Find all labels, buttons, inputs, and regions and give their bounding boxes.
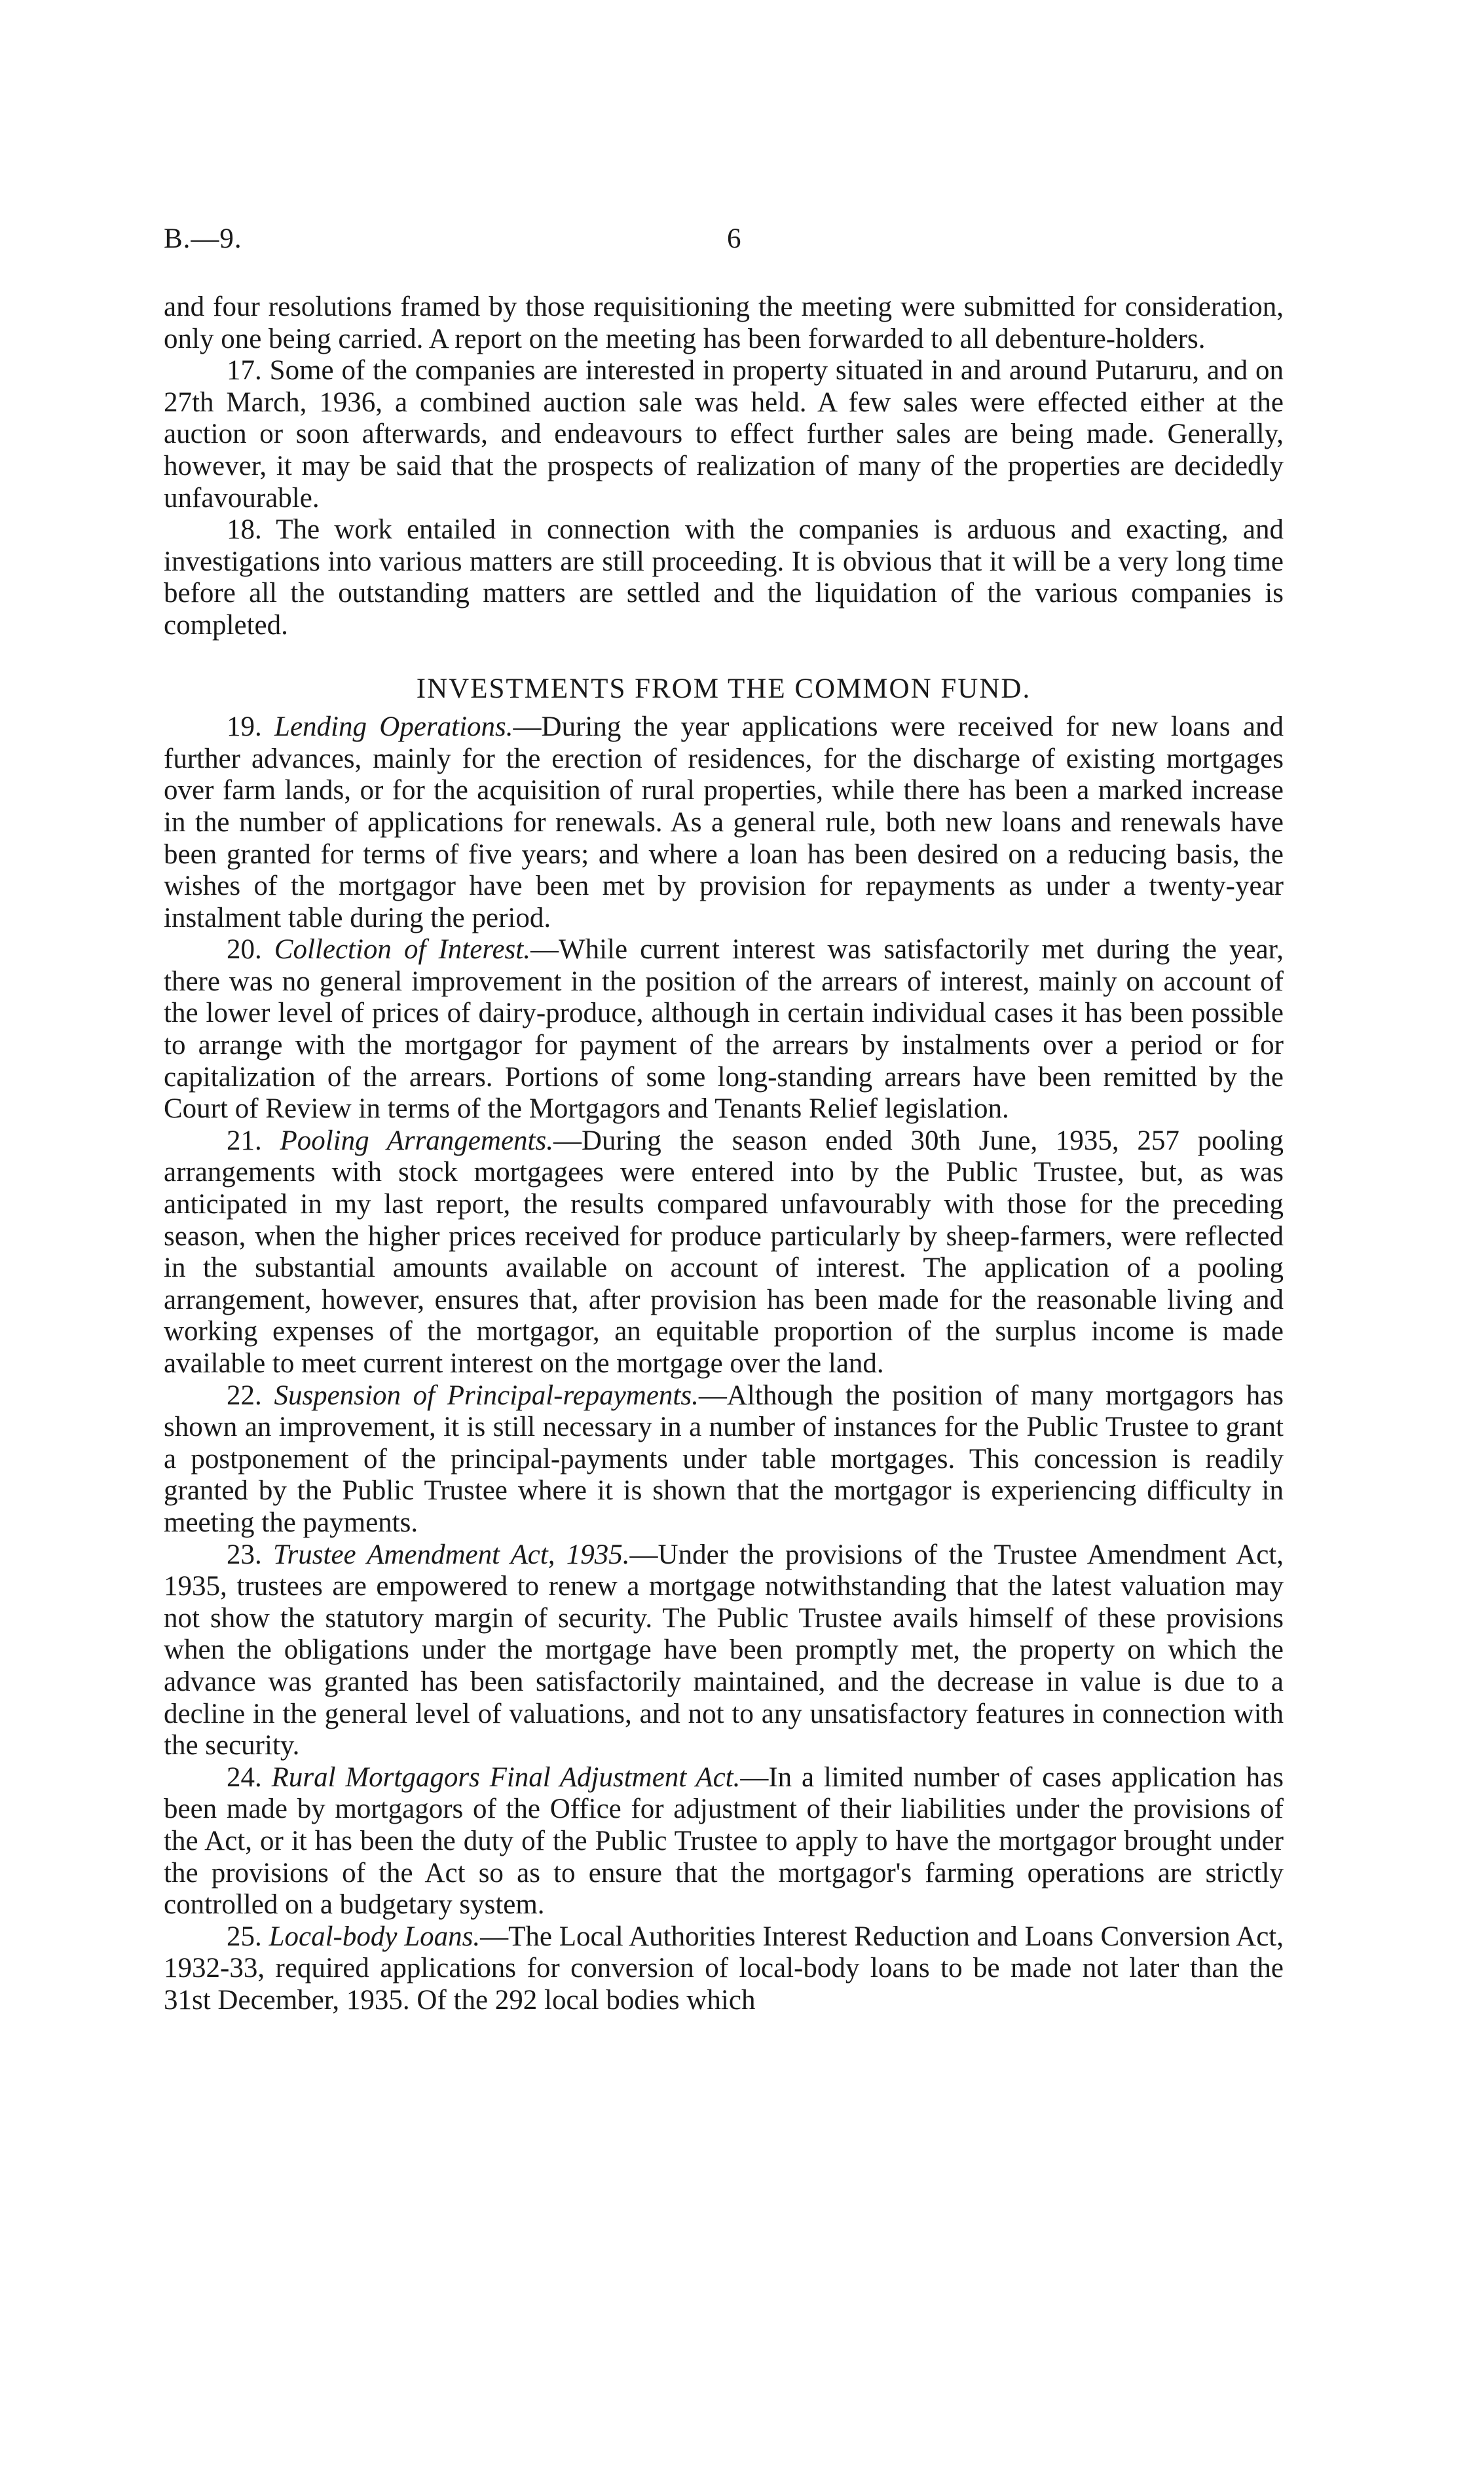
item-number: 19. <box>227 711 262 743</box>
paragraph-continued: and four resolutions framed by those requisitioning the meeting were submitted for consideration, only one being carried. A report on the meeting has been forwarded to all debenture-holders. <box>164 291 1284 354</box>
item-text: —During the season ended 30th June, 1935, 257 pooling arrangements with stock mortgagees were entered into by the Public Trustee, but, as was anticipated in my last report, the results compared unfavourably with those for the preceding season, when the higher prices received for produce particularly by sheep-farmers, were reflected in the substantial amounts available on account of interest. The application of a pooling arrangement, however, ensures that, after provision has been made for the reasonable living and working expenses of the mortgagor, an equitable proportion of the surplus income is made available to meet current interest on the mortgage over the land. <box>164 1125 1284 1379</box>
section-heading: INVESTMENTS FROM THE COMMON FUND. <box>416 673 1031 704</box>
item-title: Lending Operations. <box>274 711 513 743</box>
paragraph-17: 17. Some of the companies are interested in property situated in and around Putaruru, and on 27th March, 1936, a combined auction sale was held. A few sales were effected either at the auction or soon afterwards, and endeavours to effect further sales are being made. Generally, however, it may be said that the prospects of realization of many of the properties are decidedly unfavourable. <box>164 355 1284 514</box>
paragraph-22 <box>164 1380 1284 1539</box>
item-number: 21. <box>227 1125 262 1156</box>
item-text: —Under the provisions of the Trustee Amendment Act, 1935, trustees are empowered to renew a mortgage notwithstanding that the latest valuation may not show the statutory margin of security. The Public Trustee avails himself of these provisions when the obligations under the mortgage have been promptly met, the property on which the advance was granted has been satisfactorily maintained, and the decrease in value is due to a decline in the general level of valuations, and not to any unsatisfactory features in connection with the security. <box>164 1539 1284 1761</box>
document-body <box>164 291 1284 2016</box>
item-text: —Although the position of many mortgagors has shown an improvement, it is still necessary in a number of instances for the Public Trustee to grant a postponement of the principal-payments under table mortgages. This concession is readily granted by the Public Trustee where it is shown that the mortgagor is experiencing difficulty in meeting the payments. <box>164 1380 1284 1538</box>
item-title: Rural Mortgagors Final Adjustment Act. <box>271 1761 741 1793</box>
item-text: —The Local Authorities Interest Reduction and Loans Conversion Act, 1932-33, required applications for conversion of local-body loans to be made not later than the 31st December, 1935. Of the 292 local bodies which <box>164 1921 1284 2016</box>
paragraph-24 <box>164 1762 1284 1921</box>
page-number: 6 <box>727 223 741 254</box>
page-header <box>164 223 1284 262</box>
item-title: Local-body Loans. <box>269 1921 481 1952</box>
item-title: Suspension of Principal-repayments. <box>274 1380 699 1411</box>
document-reference: B.—9. <box>164 223 242 254</box>
item-number: 20. <box>227 934 262 966</box>
item-number: 24. <box>227 1761 262 1793</box>
paragraph-23 <box>164 1539 1284 1762</box>
item-title: Trustee Amendment Act, 1935. <box>272 1539 630 1570</box>
item-title: Pooling Arrangements. <box>280 1125 553 1156</box>
paragraph-19 <box>164 711 1284 934</box>
paragraph-20 <box>164 934 1284 1125</box>
item-text: —In a limited number of cases application has been made by mortgagors of the Office for adjustment of their liabilities under the provisions of the Act, or it has been the duty of the Public Trustee to apply to have the mortgagor brought under the provisions of the Act so as to ensure that the mortgagor's farming operations are strictly controlled on a budgetary system. <box>164 1761 1284 1921</box>
item-number: 23. <box>227 1539 262 1570</box>
item-title: Collection of Interest. <box>274 934 530 966</box>
item-text: —While current interest was satisfactorily met during the year, there was no general improvement in the position of the arrears of interest, mainly on account of the lower level of prices of dairy-produce, although in certain individual cases it has been possible to arrange with the mortgagor for payment of the arrears by instalments over a period or for capitalization of the arrears. Portions of some long-standing arrears have been remitted by the Court of Review in terms of the Mortgagors and Tenants Relief legislation. <box>164 934 1284 1125</box>
paragraph-18: 18. The work entailed in connection with the companies is arduous and exacting, and investigations into various matters are still proceeding. It is obvious that it will be a very long time before all the outstanding matters are settled and the liquidation of the various companies is completed. <box>164 514 1284 641</box>
item-text: —During the year applications were received for new loans and further advances, mainly for the erection of residences, for the discharge of existing mortgages over farm lands, or for the acquisition of rural properties, while there has been a marked increase in the number of applications for renewals. As a general rule, both new loans and renewals have been granted for terms of five years; and where a loan has been desired on a reducing basis, the wishes of the mortgagor have been met by provision for repayments as under a twenty-year instalment table during the period. <box>164 711 1284 933</box>
paragraph-25 <box>164 1921 1284 2017</box>
item-number: 25. <box>227 1921 262 1952</box>
item-number: 22. <box>227 1380 262 1411</box>
paragraph-21 <box>164 1125 1284 1380</box>
